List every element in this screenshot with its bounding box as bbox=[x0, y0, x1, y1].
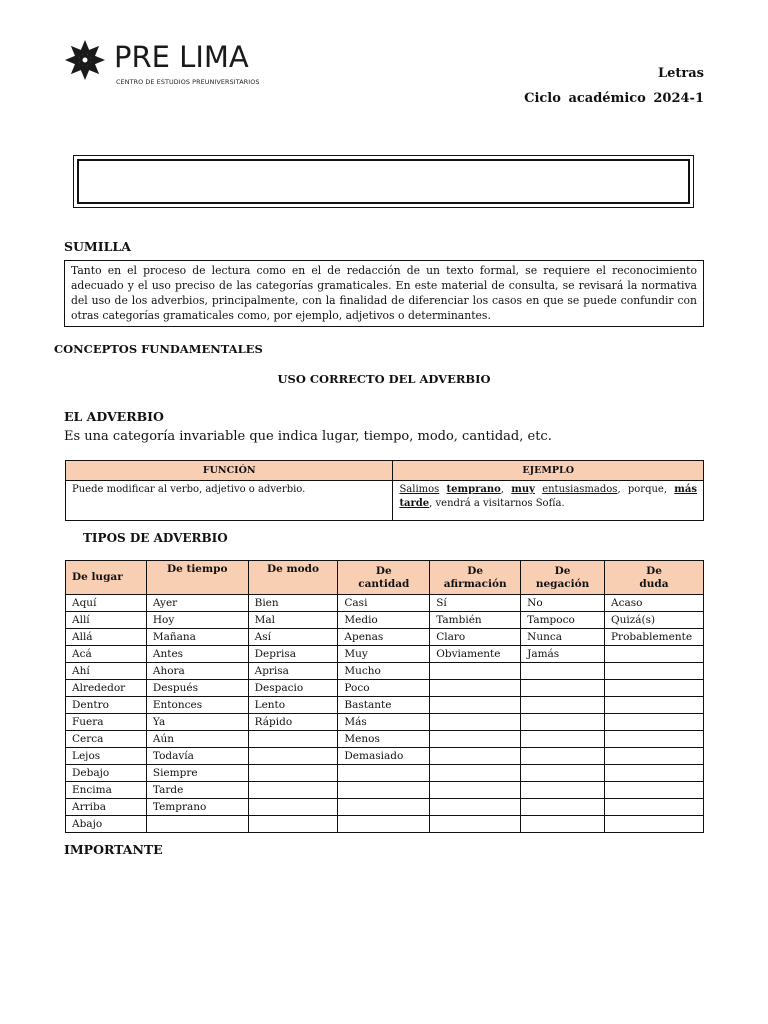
table-cell bbox=[604, 697, 703, 714]
table-cell: Aquí bbox=[66, 595, 147, 612]
table-row bbox=[66, 629, 704, 646]
table-cell: Quizá(s) bbox=[604, 612, 703, 629]
table-cell: Ayer bbox=[146, 595, 248, 612]
example-text: , vendrá a visitarnos Sofía. bbox=[429, 498, 565, 509]
table-cell: Después bbox=[146, 680, 248, 697]
brand-logo bbox=[62, 38, 262, 90]
table-cell: Acaso bbox=[604, 595, 703, 612]
table-cell bbox=[604, 663, 703, 680]
table-cell bbox=[338, 799, 430, 816]
table-cell bbox=[430, 697, 521, 714]
funcion-table-row bbox=[66, 481, 704, 521]
table-cell bbox=[521, 663, 605, 680]
table-cell: Mañana bbox=[146, 629, 248, 646]
tipos-column-header bbox=[338, 561, 430, 595]
table-cell: Tarde bbox=[146, 782, 248, 799]
adverbio-heading: EL ADVERBIO bbox=[64, 409, 164, 424]
table-cell: Acá bbox=[66, 646, 147, 663]
table-cell: Mucho bbox=[338, 663, 430, 680]
table-cell: Allá bbox=[66, 629, 147, 646]
table-cell: Cerca bbox=[66, 731, 147, 748]
table-cell: Ahí bbox=[66, 663, 147, 680]
section-title: USO CORRECTO DEL ADVERBIO bbox=[277, 372, 491, 386]
table-row bbox=[66, 782, 704, 799]
table-cell: Bien bbox=[248, 595, 338, 612]
table-cell bbox=[604, 748, 703, 765]
table-cell: Claro bbox=[430, 629, 521, 646]
table-cell bbox=[430, 731, 521, 748]
table-cell bbox=[248, 765, 338, 782]
table-cell: Lejos bbox=[66, 748, 147, 765]
tipos-column-header bbox=[146, 561, 248, 595]
table-cell bbox=[521, 782, 605, 799]
funcion-header: FUNCIÓN bbox=[66, 461, 393, 481]
tipos-heading: TIPOS DE ADVERBIO bbox=[83, 531, 228, 545]
tipos-column-header-line: De lugar bbox=[72, 571, 123, 583]
funcion-cell: Puede modificar al verbo, adjetivo o adverbio. bbox=[66, 481, 393, 521]
table-cell: Ya bbox=[146, 714, 248, 731]
table-cell bbox=[521, 765, 605, 782]
tipos-column-header-line: cantidad bbox=[358, 577, 410, 590]
tipos-column-header-line: De bbox=[646, 564, 662, 577]
table-row bbox=[66, 816, 704, 833]
table-cell: Lento bbox=[248, 697, 338, 714]
table-cell: Aprisa bbox=[248, 663, 338, 680]
table-cell: Aún bbox=[146, 731, 248, 748]
table-cell: Demasiado bbox=[338, 748, 430, 765]
table-cell bbox=[430, 816, 521, 833]
tipos-column-header-line: De bbox=[554, 564, 571, 577]
table-cell bbox=[604, 782, 703, 799]
tipos-column-header-line: negación bbox=[535, 577, 590, 590]
example-text: , bbox=[500, 484, 504, 495]
table-cell: Debajo bbox=[66, 765, 147, 782]
table-cell bbox=[248, 799, 338, 816]
tipos-column-header bbox=[430, 561, 521, 595]
adverbio-definition: Es una categoría invariable que indica lugar, tiempo, modo, cantidad, etc. bbox=[64, 429, 552, 444]
table-cell bbox=[338, 765, 430, 782]
table-cell: Alrededor bbox=[66, 680, 147, 697]
brand-tagline: CENTRO DE ESTUDIOS PREUNIVERSITARIOS bbox=[116, 78, 260, 86]
table-cell: Obviamente bbox=[430, 646, 521, 663]
example-word: entusiasmados bbox=[542, 484, 618, 495]
tipos-column-header-line: De bbox=[467, 564, 484, 577]
table-cell bbox=[521, 748, 605, 765]
tipos-column-header bbox=[604, 561, 703, 595]
ejemplo-cell bbox=[393, 481, 704, 521]
table-cell: Probablemente bbox=[604, 629, 703, 646]
table-row bbox=[66, 799, 704, 816]
table-cell bbox=[604, 816, 703, 833]
title-frame-inner bbox=[77, 159, 690, 204]
table-cell: Abajo bbox=[66, 816, 147, 833]
tipos-column-header-line: afirmación bbox=[443, 577, 507, 590]
table-cell: Poco bbox=[338, 680, 430, 697]
table-cell: Ahora bbox=[146, 663, 248, 680]
table-cell: Rápido bbox=[248, 714, 338, 731]
subject-label: Letras bbox=[657, 66, 704, 81]
table-cell bbox=[521, 714, 605, 731]
table-row bbox=[66, 612, 704, 629]
table-cell: Menos bbox=[338, 731, 430, 748]
table-cell bbox=[248, 816, 338, 833]
table-cell: Apenas bbox=[338, 629, 430, 646]
tipos-column-header bbox=[521, 561, 605, 595]
table-cell: Nunca bbox=[521, 629, 605, 646]
table-cell: Despacio bbox=[248, 680, 338, 697]
example-adverb: temprano bbox=[446, 484, 501, 495]
table-cell bbox=[604, 731, 703, 748]
sumilla-heading: SUMILLA bbox=[64, 239, 131, 254]
tipos-column-header bbox=[248, 561, 338, 595]
table-cell: Muy bbox=[338, 646, 430, 663]
table-cell: Así bbox=[248, 629, 338, 646]
example-adverb: más tarde bbox=[399, 484, 697, 509]
conceptos-heading: CONCEPTOS FUNDAMENTALES bbox=[54, 342, 263, 356]
table-cell bbox=[430, 799, 521, 816]
example-text: , porque, bbox=[617, 484, 668, 495]
table-cell: Sí bbox=[430, 595, 521, 612]
table-cell bbox=[248, 748, 338, 765]
tipos-column-header-line: De modo bbox=[267, 563, 319, 575]
table-row bbox=[66, 646, 704, 663]
table-cell bbox=[521, 680, 605, 697]
table-cell: Casi bbox=[338, 595, 430, 612]
table-cell: Jamás bbox=[521, 646, 605, 663]
tipos-column-header bbox=[66, 561, 147, 595]
table-cell: También bbox=[430, 612, 521, 629]
table-cell: Entonces bbox=[146, 697, 248, 714]
table-cell: Mal bbox=[248, 612, 338, 629]
table-cell bbox=[146, 816, 248, 833]
tipos-column-header-line: De bbox=[375, 564, 392, 577]
table-cell bbox=[338, 782, 430, 799]
table-row bbox=[66, 697, 704, 714]
table-cell bbox=[521, 731, 605, 748]
table-cell bbox=[430, 680, 521, 697]
table-cell bbox=[248, 731, 338, 748]
table-cell: Todavía bbox=[146, 748, 248, 765]
tipos-table bbox=[65, 560, 704, 833]
table-cell bbox=[430, 765, 521, 782]
table-cell bbox=[248, 782, 338, 799]
star-flower-logo-icon bbox=[62, 38, 108, 82]
table-cell bbox=[430, 782, 521, 799]
table-cell: Allí bbox=[66, 612, 147, 629]
table-cell bbox=[604, 799, 703, 816]
table-row bbox=[66, 731, 704, 748]
table-cell: Más bbox=[338, 714, 430, 731]
table-cell: Antes bbox=[146, 646, 248, 663]
table-cell bbox=[604, 680, 703, 697]
table-cell: Deprisa bbox=[248, 646, 338, 663]
table-cell bbox=[430, 714, 521, 731]
table-row bbox=[66, 765, 704, 782]
table-row bbox=[66, 680, 704, 697]
tipos-column-header-line: duda bbox=[639, 577, 669, 590]
table-cell bbox=[604, 765, 703, 782]
tipos-header-row bbox=[66, 561, 704, 595]
table-row bbox=[66, 663, 704, 680]
tipos-column-header-line: De tiempo bbox=[167, 563, 228, 575]
table-cell: Tampoco bbox=[521, 612, 605, 629]
table-cell bbox=[521, 799, 605, 816]
table-cell: Siempre bbox=[146, 765, 248, 782]
table-row bbox=[66, 748, 704, 765]
funcion-table bbox=[65, 460, 704, 521]
table-cell bbox=[430, 663, 521, 680]
table-cell: Dentro bbox=[66, 697, 147, 714]
table-row bbox=[66, 595, 704, 612]
table-cell bbox=[338, 816, 430, 833]
table-cell: Hoy bbox=[146, 612, 248, 629]
table-cell: No bbox=[521, 595, 605, 612]
table-cell: Bastante bbox=[338, 697, 430, 714]
table-cell: Fuera bbox=[66, 714, 147, 731]
table-cell bbox=[521, 697, 605, 714]
table-cell bbox=[521, 816, 605, 833]
title-frame bbox=[73, 155, 694, 208]
table-cell: Arriba bbox=[66, 799, 147, 816]
table-row bbox=[66, 714, 704, 731]
importante-heading: IMPORTANTE bbox=[64, 842, 163, 857]
ejemplo-header: EJEMPLO bbox=[393, 461, 704, 481]
table-cell bbox=[604, 714, 703, 731]
table-cell bbox=[430, 748, 521, 765]
brand-name: PRE LIMA bbox=[114, 40, 249, 74]
sumilla-text: Tanto en el proceso de lectura como en el de redacción de un texto formal, se requiere el reconocimiento adecuado y el uso preciso de las categorías gramaticales. En este material de consulta, se revisará la normativa del uso de los adverbios, principalmente, con la finalidad de diferenciar los casos en que se puede confundir con otras categorías gramaticales como, por ejemplo, adjetivos o determinantes. bbox=[64, 260, 704, 327]
cycle-label: Ciclo académico 2024-1 bbox=[524, 91, 704, 106]
table-cell: Temprano bbox=[146, 799, 248, 816]
example-adverb: muy bbox=[511, 484, 535, 495]
table-cell bbox=[604, 646, 703, 663]
table-cell: Medio bbox=[338, 612, 430, 629]
example-word: Salimos bbox=[399, 484, 440, 495]
table-cell: Encima bbox=[66, 782, 147, 799]
funcion-table-header-row bbox=[66, 461, 704, 481]
